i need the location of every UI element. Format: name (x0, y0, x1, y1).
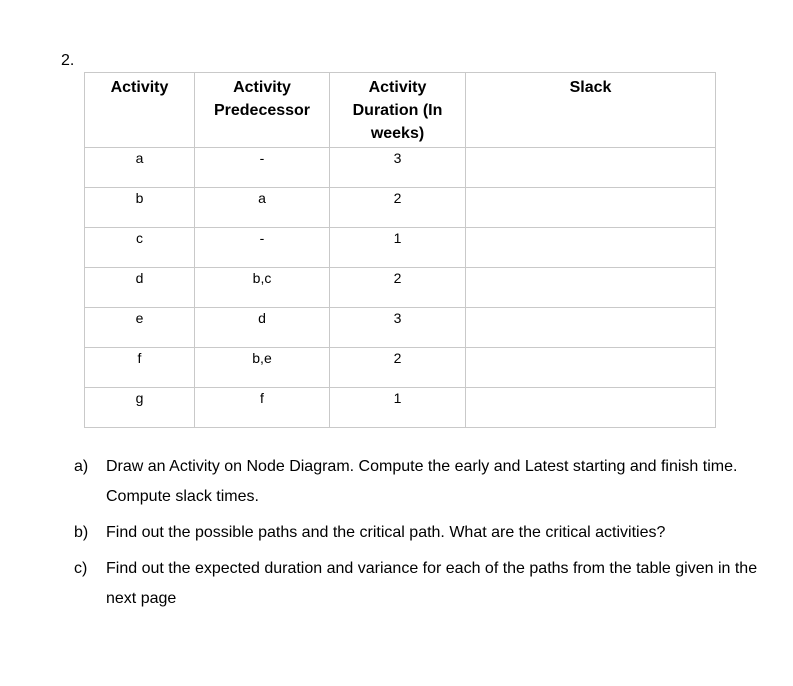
header-duration-text: Activity Duration (In weeks) (352, 79, 443, 142)
cell-slack (466, 148, 716, 188)
question-number: 2. (61, 52, 75, 69)
cell-slack (466, 308, 716, 348)
cell-predecessor: b,c (195, 268, 330, 308)
table-row (85, 268, 716, 308)
cell-slack (466, 188, 716, 228)
cell-activity: b (85, 188, 195, 228)
cell-duration: 3 (330, 148, 466, 188)
cell-activity: g (85, 388, 195, 428)
table-row (85, 148, 716, 188)
table-row (85, 308, 716, 348)
cell-slack (466, 268, 716, 308)
table-header-row (85, 73, 716, 148)
table-row (85, 188, 716, 228)
activity-table (84, 72, 716, 428)
cell-predecessor: a (195, 188, 330, 228)
cell-predecessor: - (195, 148, 330, 188)
cell-activity: c (85, 228, 195, 268)
question-item-a (74, 452, 784, 512)
cell-slack (466, 228, 716, 268)
cell-duration: 1 (330, 228, 466, 268)
cell-duration: 2 (330, 348, 466, 388)
question-text: Find out the expected duration and variance for each of the paths from the table given in the next page (106, 560, 758, 607)
question-list (74, 452, 784, 620)
header-activity: Activity (85, 73, 195, 148)
header-slack: Slack (466, 73, 716, 148)
cell-predecessor: - (195, 228, 330, 268)
cell-predecessor: d (195, 308, 330, 348)
question-item-c (74, 554, 784, 614)
question-item-b (74, 518, 784, 548)
table-row (85, 228, 716, 268)
question-text: Draw an Activity on Node Diagram. Compute the early and Latest starting and finish time. Compute slack times. (106, 458, 738, 505)
cell-duration: 2 (330, 268, 466, 308)
cell-predecessor: b,e (195, 348, 330, 388)
question-label: c) (74, 560, 88, 577)
cell-activity: e (85, 308, 195, 348)
cell-slack (466, 388, 716, 428)
table-row (85, 388, 716, 428)
cell-predecessor: f (195, 388, 330, 428)
cell-activity: f (85, 348, 195, 388)
header-duration (330, 73, 466, 148)
table-row (85, 348, 716, 388)
cell-duration: 2 (330, 188, 466, 228)
header-predecessor-text: Activity Predecessor (213, 79, 311, 119)
cell-duration: 3 (330, 308, 466, 348)
cell-activity: d (85, 268, 195, 308)
header-predecessor (195, 73, 330, 148)
cell-slack (466, 348, 716, 388)
cell-duration: 1 (330, 388, 466, 428)
question-label: a) (74, 458, 89, 475)
question-text: Find out the possible paths and the critical path. What are the critical activities? (106, 524, 666, 541)
question-label: b) (74, 524, 89, 541)
cell-activity: a (85, 148, 195, 188)
